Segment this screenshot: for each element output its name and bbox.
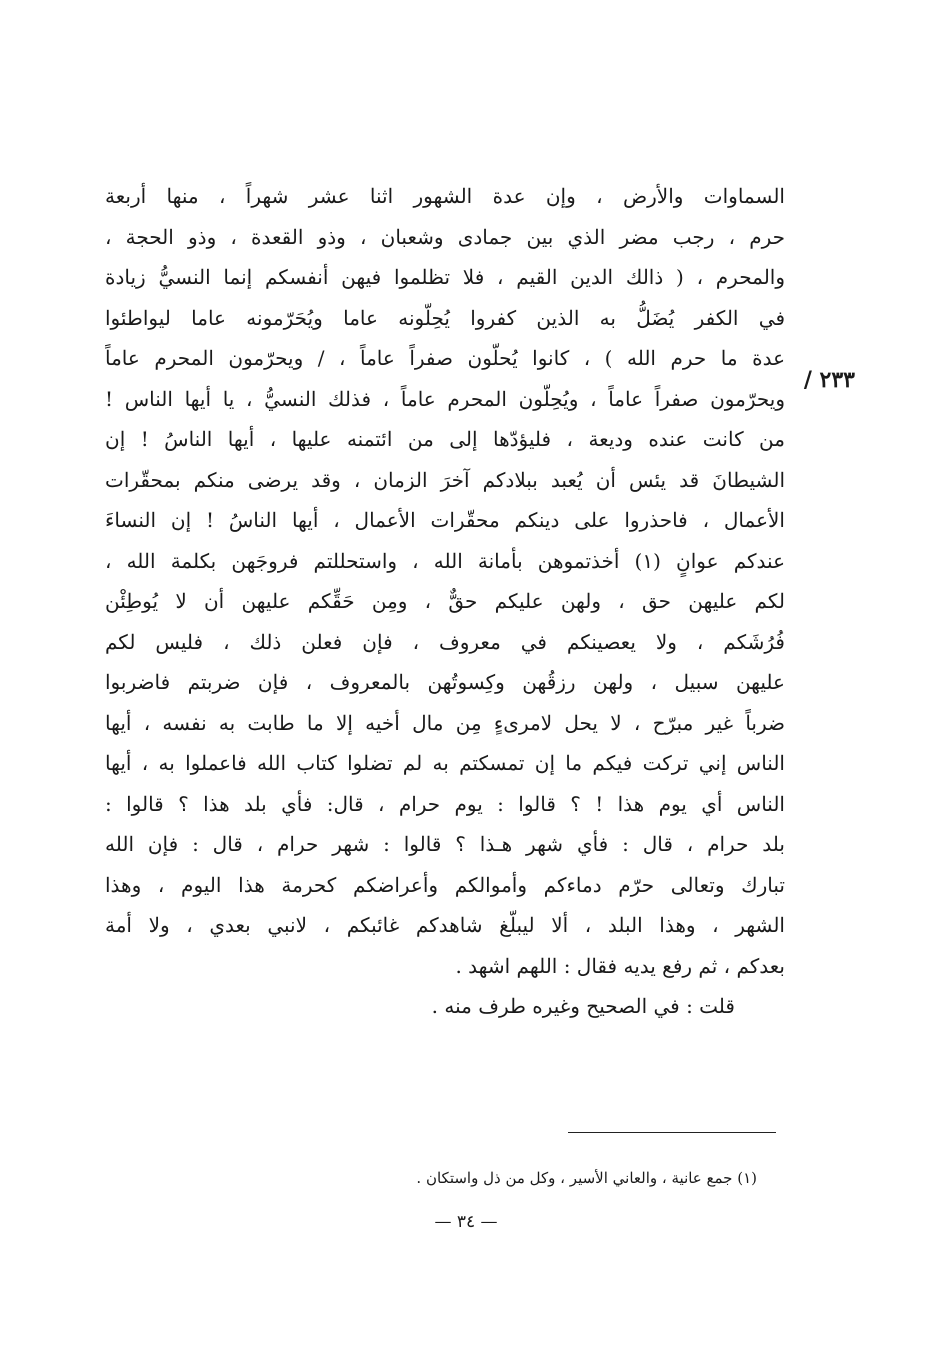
text-line: بلد حرام ، قال : فأي شهر هـذا ؟ قالوا : شهر حرام ، قال : فإن الله (105, 832, 785, 856)
text-line: الناس إني تركت فيكم ما إن تمسكتم به لم تضلوا كتاب الله فاعملوا به ، أيها (105, 751, 785, 775)
text-line: الشيطانَ قد يئس أن يُعبد ببلادكم آخرَ الزمان ، وقد يرضى منكم بمحقّرات (105, 467, 785, 492)
text-line: تبارك وتعالى حرّم دماءكم وأموالكم وأعراضكم كحرمة هذا اليوم ، وهذا (105, 872, 785, 897)
text-line: عدة ما حرم الله ) ، كانوا يُحلّون صفراً عاماً ، / ويحرّمون المحرم عاماً (105, 346, 785, 370)
page-number: — ٣٤ — (434, 1212, 498, 1232)
text-line: والمحرم ، ( ذالك الدين القيم ، فلا تظلموا فيهن أنفسكم إنما النسيُّ زيادة (105, 265, 785, 289)
text-line: ضرباً غير مبرّح ، لا يحل لامرىءٍ مِن مال أخيه إلا ما طابت به نفسه ، أيها (105, 710, 785, 735)
text-line: في الكفر يُضَلُّ به الذين كفروا يُحِلّونه عاما ويُحَرّمونه عاما ليواطئوا (105, 305, 785, 330)
text-line: عليهن سبيل ، ولهن رزقُهن وكِسوتُهن بالمعروف ، فإن ضربتم فاضربوا (105, 670, 785, 694)
footnote-divider (568, 1132, 776, 1133)
text-line: بعدكم ، ثم رفع يديه فقال : اللهم اشهد . (455, 953, 785, 978)
footnote: (١) جمع عانية ، والعاني الأسير ، وكل من ذل واستكان . (416, 1169, 757, 1187)
text-line-note: قلت : في الصحيح وغيره طرف منه . (431, 994, 735, 1018)
text-line: حرم ، رجب مضر الذي بين جمادى وشعبان ، وذو القعدة ، وذو الحجة ، (105, 224, 785, 249)
text-line: الأعمال ، فاحذروا على دينكم محقّرات الأعمال ، أيها الناسُ ! إن النساءَ (105, 508, 785, 532)
text-line: عندكم عوانٍ (١) أخذتموهن بأمانة الله ، واستحللتم فروجَهن بكلمة الله ، (105, 548, 785, 573)
body-text (105, 176, 785, 1027)
text-line: السماوات والأرض ، وإن عدة الشهور اثنا عشر شهراً ، منها أربعة (105, 184, 785, 208)
text-line: الشهر ، وهذا البلد ، ألا ليبلّغ شاهدكم غائبكم ، لانبي بعدي ، ولا أمة (105, 913, 785, 937)
text-line: الناس أي يوم هذا ! ؟ قالوا : يوم حرام ، قال: فأي بلد هذا ؟ قالوا : (105, 791, 785, 816)
margin-page-reference: ٢٣٣ / (803, 367, 855, 393)
text-line: فُرُشَكم ، ولا يعصينكم في معروف ، فإن فعلن ذلك ، فليس لكم (105, 629, 785, 654)
text-line: لكم عليهن حق ، ولهن عليكم حقٌّ ، ومِن حَقِّكم عليهن أن لا يُوطِئْن (105, 589, 785, 613)
text-line: من كانت عنده وديعة ، فليؤدّها إلى من ائتمنه عليها ، أيها الناسُ ! إن (105, 427, 785, 451)
text-line: ويحرّمون صفراً عاماً ، ويُحِلّون المحرم عاماً ، فذلك النسيُّ ، يا أيها الناس ! (105, 386, 785, 411)
